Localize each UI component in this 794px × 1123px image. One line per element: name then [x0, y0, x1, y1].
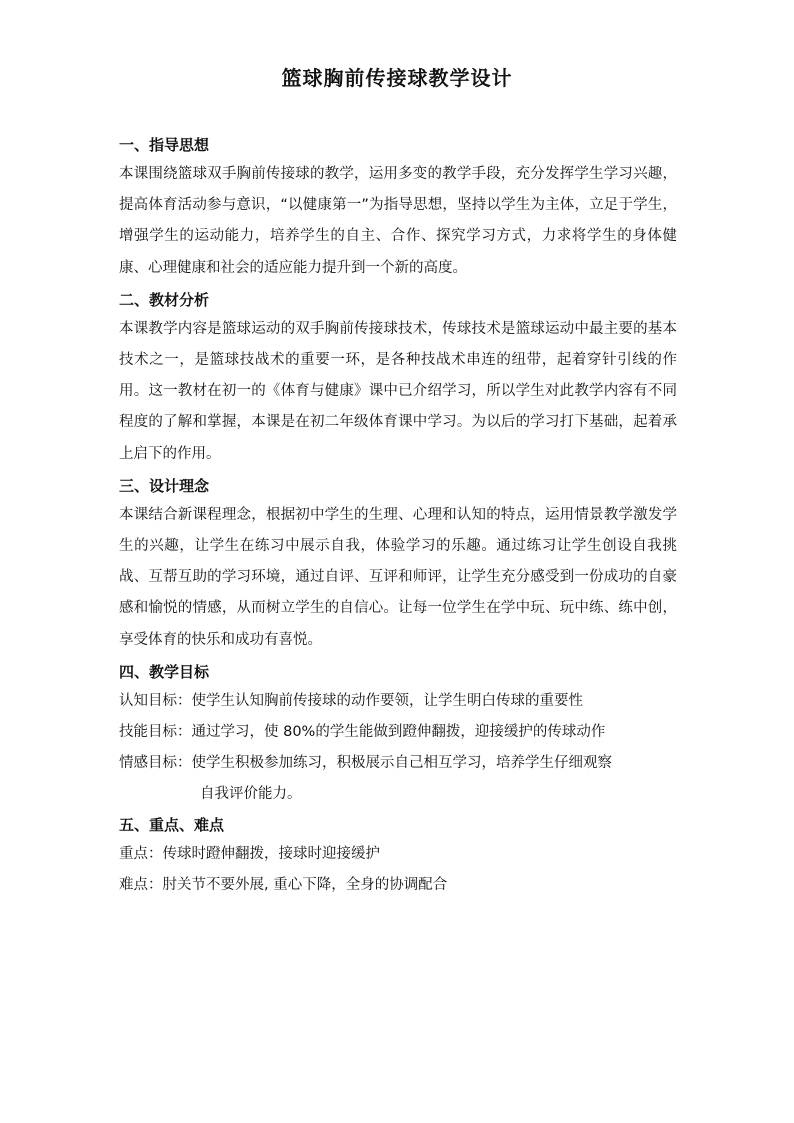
section-heading-guiding-ideology: 一、指导思想: [119, 136, 210, 154]
section-heading-material-analysis: 二、教材分析: [119, 290, 210, 309]
objective-text: 通过学习，使 80%的学生能做到蹬伸翻拨，迎接缓护的传球动作: [191, 724, 606, 741]
section-body-material-analysis: 本课教学内容是篮球运动的双手胸前传接球技术，传球技术是篮球运动中最主要的基本技术之一，是篮球技战术的重要一环，是各种技战术串连的纽带，起着穿针引线的作用。这一教材在初一的《体育与健康》课中已介绍学习，所以学生对此教学内容有不同程度的了解和掌握，本课是在初二年级体育课中学习。为以后的学习打下基础，起着承上启下的作用。: [119, 320, 677, 462]
objective-label: 情感目标：: [119, 755, 192, 772]
key-point-text: 传球时蹬伸翻拨，接球时迎接缓护: [162, 845, 380, 862]
section-heading-teaching-objectives: 四、教学目标: [119, 662, 210, 681]
difficult-point-text: 肘关节不要外展, 重心下降，全身的协调配合: [162, 876, 448, 893]
objective-text: 使学生认知胸前传接球的动作要领，让学生明白传球的重要性: [191, 692, 583, 709]
section-heading-design-concept: 三、设计理念: [119, 476, 210, 495]
objective-label: 认知目标：: [119, 692, 192, 709]
document-body: [119, 131, 677, 901]
objective-continuation: 自我评价能力。: [200, 786, 302, 803]
key-point-item: [119, 839, 677, 870]
key-point-label: 重点：: [119, 845, 163, 862]
section-body-guiding-ideology: 本课围绕篮球双手胸前传接球的教学，运用多变的教学手段，充分发挥学生学习兴趣，提高体育活动参与意识，“以健康第一”为指导思想，坚持以学生为主体，立足于学生，增强学生的运动能力，培养学生的自主、合作、探究学习方式，力求将学生的身体健康、心理健康和社会的适应能力提升到一个新的高度。: [119, 166, 677, 276]
objective-item-cognitive: [119, 686, 677, 717]
objective-item-affective: [119, 748, 677, 779]
objective-text: 使学生积极参加练习，积极展示自己相互学习，培养学生仔细观察: [191, 755, 612, 772]
difficult-point-label: 难点：: [119, 876, 163, 893]
section-heading-key-difficult-points: 五、重点、难点: [119, 815, 225, 834]
difficult-point-item: [119, 870, 677, 901]
section-body-design-concept: 本课结合新课程理念，根据初中学生的生理、心理和认知的特点，运用情景教学激发学生的兴趣，让学生在练习中展示自我，体验学习的乐趣。通过练习让学生创设自我挑战、互帮互助的学习环境，通过自评、互评和师评，让学生充分感受到一份成功的自豪感和愉悦的情感，从而树立学生的自信心。让每一位学生在学中玩、玩中练、练中创，享受体育的快乐和成功有喜悦。: [119, 506, 677, 648]
document-title: 篮球胸前传接球教学设计: [281, 66, 513, 90]
objective-item-skill: [119, 717, 677, 748]
objective-label: 技能目标：: [119, 724, 192, 741]
